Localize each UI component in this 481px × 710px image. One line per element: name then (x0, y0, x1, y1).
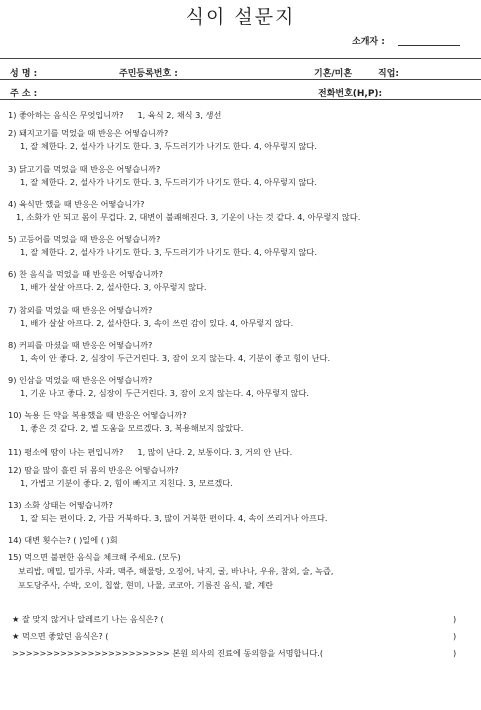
consent-close: ) (453, 648, 457, 658)
question-5: 5) 고등어를 먹었을 때 반응은 어떻습니까? 1, 잘 체한다. 2, 설사가 나기도 한다. 3, 두드러기가 나기도 한다. 4, 아무렇지 않다. (8, 234, 317, 257)
answer-options: 1, 잘 되는 편이다. 2, 가끔 거북하다. 3, 많이 거북한 편이다. 4, 속이 쓰리거나 아프다. (20, 512, 328, 523)
answer-options: 1, 육식 2, 채식 3, 생선 (137, 110, 222, 120)
question-14: 14) 대변 횟수는? ( )일에 ( )회 (8, 535, 118, 545)
answer-options: 1, 배가 살살 아프다. 2, 설사한다. 3, 속이 쓰린 감이 있다. 4, 아무렇지 않다. (20, 317, 294, 328)
name-label: 성 명 : (10, 69, 38, 79)
answer-options: 1, 좋은 것 같다. 2, 별 도움을 모르겠다. 3, 복용해보지 않았다. (20, 422, 244, 433)
question-2: 2) 돼지고기를 먹었을 때 반응은 어떻습니까? 1, 잘 체한다. 2, 설사가 나기도 한다. 3, 두드러기가 나기도 한다. 4, 아무렇지 않다. (8, 128, 317, 151)
job-label: 직업: (378, 69, 399, 79)
question-13: 13) 소화 상태는 어떻습니까? 1, 잘 되는 편이다. 2, 가끔 거북하다. 3, 많이 거북한 편이다. 4, 속이 쓰리거나 아프다. (8, 500, 328, 523)
introducer-line[interactable] (398, 45, 460, 46)
good-food-close: ) (453, 631, 457, 641)
question-11: 11) 평소에 땀이 나는 편입니까? 1, 많이 난다. 2, 보통이다. 3, 거의 안 난다. (8, 447, 293, 457)
answer-options: 1, 배가 살살 아프다. 2, 설사한다. 3, 아무렇지 않다. (20, 281, 207, 292)
answer-options: 1, 기운 나고 좋다. 2, 심장이 두근거린다. 3, 잠이 오지 않는다. 4, 아무렇지 않다. (20, 387, 310, 398)
answer-options: 1, 잘 체한다. 2, 설사가 나기도 한다. 3, 두드러기가 나기도 한다. 4, 아무렇지 않다. (20, 246, 317, 257)
food-list: 포도당주사, 수박, 오이, 칩쌀, 현미, 나물, 코코아, 기름진 음식, 팥, 계란 (18, 580, 274, 590)
food-list: 보리밥, 메밀, 밀가루, 사과, 맥주, 해물탕, 오징어, 낙지, 굴, 바나나, 우유, 참외, 술, 녹즙, (18, 566, 334, 576)
question-6: 6) 찬 음식을 먹었을 때 반응은 어떻습니까? 1, 배가 살살 아프다. 2, 설사한다. 3, 아무렇지 않다. (8, 269, 207, 292)
question-7: 7) 참외를 먹었을 때 반응은 어떻습니까? 1, 배가 살살 아프다. 2, 설사한다. 3, 속이 쓰린 감이 있다. 4, 아무렇지 않다. (8, 305, 294, 328)
question-10: 10) 녹용 든 약을 복용했을 때 반응은 어떻습니까? 1, 좋은 것 같다. 2, 별 도움을 모르겠다. 3, 복용해보지 않았다. (8, 410, 244, 433)
answer-options: 1, 속이 안 좋다. 2, 심장이 두근거린다. 3, 잠이 오지 않는다. 4, 기분이 좋고 힘이 난다. (20, 352, 331, 363)
introducer-label: 소개자 : (352, 37, 385, 47)
marital-label: 기혼/미혼 (314, 69, 353, 79)
divider (0, 79, 481, 80)
consent-signature-line: >>>>>>>>>>>>>>>>>>>>>>> 본원 의사의 진료에 동의함을 서명합니다.( (12, 648, 324, 658)
answer-options: 1, 소화가 안 되고 몸이 무겁다. 2, 대변이 불쾌해진다. 3, 기운이 나는 것 같다. 4, 아무렇지 않다. (16, 211, 361, 222)
phone-label: 전화번호(H,P): (318, 89, 383, 99)
good-food-question: ★ 먹으면 좋았던 음식은? ( (12, 631, 109, 641)
question-12: 12) 땀을 많이 흘린 뒤 몸의 반응은 어떻습니까? 1, 가볍고 기분이 좋다. 2, 힘이 빠지고 지친다. 3, 모르겠다. (8, 465, 233, 488)
page-title: 식이 설문지 (185, 6, 296, 28)
allergy-food-question: ★ 잘 맞지 않거나 알레르기 나는 음식은? ( (12, 614, 164, 624)
divider (0, 99, 481, 100)
question-15: 15) 먹으면 불편한 음식을 체크해 주세요. (모두) 보리밥, 메밀, 밀가루, 사과, 맥주, 해물탕, 오징어, 낙지, 굴, 바나나, 우유, 참외, 술, 녹즙, 포도당주사, 수박, 오이, 칩쌀, 현미, 나물, 코코아, 기름진 음식, 팥, 계란 (8, 552, 334, 590)
question-8: 8) 커피를 마셨을 때 반응은 어떻습니까? 1, 속이 안 좋다. 2, 심장이 두근거린다. 3, 잠이 오지 않는다. 4, 기분이 좋고 힘이 난다. (8, 340, 331, 363)
answer-options: 1, 잘 체한다. 2, 설사가 나기도 한다. 3, 두드러기가 나기도 한다. 4, 아무렇지 않다. (20, 176, 317, 187)
question-1: 1) 좋아하는 음식은 무엇입니까? 1, 육식 2, 채식 3, 생선 (8, 110, 222, 120)
answer-options: 1, 가볍고 기분이 좋다. 2, 힘이 빠지고 지친다. 3, 모르겠다. (20, 477, 233, 488)
question-3: 3) 닭고기를 먹었을 때 반응은 어떻습니까? 1, 잘 체한다. 2, 설사가 나기도 한다. 3, 두드러기가 나기도 한다. 4, 아무렇지 않다. (8, 164, 317, 187)
question-9: 9) 인삼을 먹었을 때 반응은 어떻습니까? 1, 기운 나고 좋다. 2, 심장이 두근거린다. 3, 잠이 오지 않는다. 4, 아무렇지 않다. (8, 375, 310, 398)
address-label: 주 소 : (10, 89, 38, 99)
question-4: 4) 육식만 했을 때 반응은 어떻습니가? 1, 소화가 안 되고 몸이 무겁다. 2, 대변이 불쾌해진다. 3, 기운이 나는 것 같다. 4, 아무렇지 않다. (8, 199, 361, 222)
answer-options: 1, 잘 체한다. 2, 설사가 나기도 한다. 3, 두드러기가 나기도 한다. 4, 아무렇지 않다. (20, 140, 317, 151)
allergy-food-close: ) (453, 614, 457, 624)
divider (0, 58, 481, 59)
resident-id-label: 주민등록번호 : (119, 69, 178, 79)
answer-options: 1, 많이 난다. 2, 보통이다. 3, 거의 안 난다. (137, 447, 293, 457)
